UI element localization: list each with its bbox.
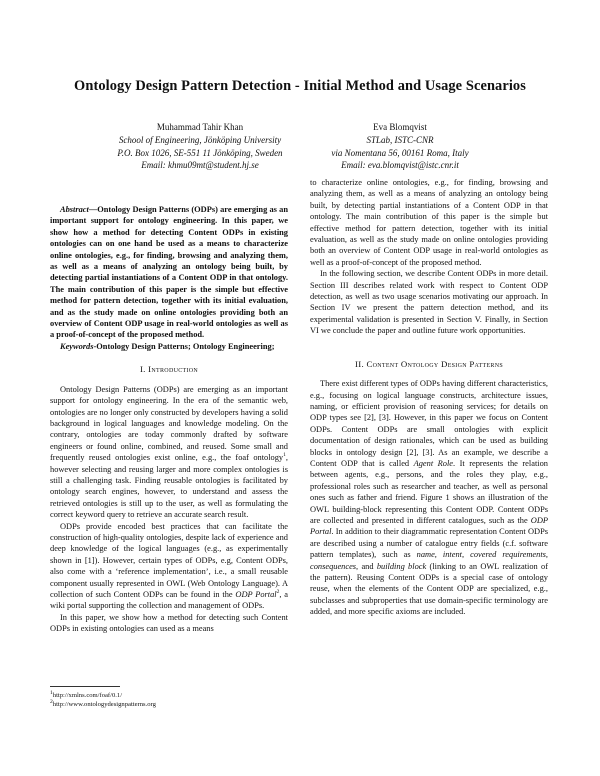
sec2-emphasis-consequences: consequences [310,561,357,571]
sec2-text-g: , and [356,561,377,571]
author-block-2 [300,121,500,172]
footnote-text: http://xmlns.com/foaf/0.1/ [52,692,123,699]
keywords-text: -Ontology Design Patterns; Ontology Engineering; [93,341,275,351]
abstract-lead: Abstract [60,205,89,214]
sec2-text-a: There exist different types of ODPs having different characteristics, e.g., focusing on logical language constructs, architecture issues, naming, or efficient provision of reasoning services; for details on ODP types see [2], [3]. However, in this paper we focus on Content ODPs. Content ODPs are small ontologies with explicit documentation of design rationales, which can be used as building blocks in ontology design [2], [3]. As an example, we describe a Content ODP that is called [310,379,548,468]
sec2-emphasis-agent-role: Agent Role [413,458,453,468]
author-address: P.O. Box 1026, SE-551 11 Jönköping, Sweden [117,147,283,158]
intro-paragraph-1 [50,384,288,521]
abstract-text: —Ontology Design Patterns (ODPs) are emerging as an important support for ontology engineering. In this paper, we show how a method for detecting Content ODPs in existing ontologies can on one hand be used as a means to characterize online ontologies, e.g., for finding, browsing and analyzing them, as well as a means of analyzing an ontology being built, by detecting partial instantiations of a Content ODP in that ontology. The main contribution of this paper is the simple but effective method for pattern detection, together with its initial evaluation, and as the study made on online ontologies providing both an overview of Content ODP usage in real-world ontologies as well as a proof-of-concept of the proposed method. [50,205,288,340]
footnote-ref-1: 1 [283,452,286,459]
sec2-emphasis-odp-portal: ODP Portal [310,515,548,537]
intro-paragraph-3: In this paper, we show how a method for detecting such Content ODPs in existing ontologies can used as a means [50,612,288,634]
author-block-1 [95,121,305,172]
sec2-text-c: . In addition to their diagrammatic representation Content ODPs are described using a number of catalogue entry fields (c.f. software pattern templates), such as [310,527,548,560]
abstract [50,204,288,341]
section-heading-content-odps: II. Content Ontology Design Patterns [354,358,503,369]
author-affiliation: School of Engineering, Jönköping University [118,134,282,145]
footnote-mark: 2 [50,698,53,705]
intro-p1-text: Ontology Design Patterns (ODPs) are emerging as an important support for ontology engineering. In the era of the semantic web, ontologies are no longer only constructed by developers having a solid background in logical languages and knowledge modeling. On the contrary, ontologies are today commonly drafted by software engineers or found online, combined, and reused. Some small and frequently reused ontologies exist online, e.g., the foaf ontology [50,384,288,463]
intro-p1-rest: , however selecting and reusing larger and more complex ontologies is still a challenging task. Finding reusable ontologies is facilitated by ontology search engines, however, to understand and assess the retrieved ontologies is still up to the user, as well as formulating the correct keyword query to retrieve an accurate search result. [50,453,288,520]
footnote-1 [50,691,288,700]
keywords [50,341,288,352]
sec2-emphasis-intent: intent [442,550,462,560]
sec2-emphasis-covered-requirements: covered requirements [470,550,546,560]
intro-p2-emphasis: ODP Portal [235,590,277,599]
right-column [310,177,548,618]
paper-title: Ontology Design Pattern Detection - Initial Method and Usage Scenarios [74,78,526,94]
footnote-2 [50,700,288,709]
footnote-text: http://www.ontologydesignpatterns.org [52,701,156,708]
intro-paragraph-2 [50,521,288,612]
sec2-text-f: , [545,550,549,560]
intro-p2-rest: , a wiki portal supporting the collection and management of ODPs. [50,590,289,611]
sec2-emphasis-name: name [416,550,435,560]
sec2-text-d: , [434,550,443,560]
intro-p2-text: ODPs provide encoded best practices that can facilitate the construction of high-quality ontologies, despite lack of experience and deep knowledge of the logical languages (e.g., as experimentally shown in [1]). However, certain types of ODPs, e.g, Content ODPs, also come with a ‘reference implementation’, i.e., a small reusable component usually represented in OWL (Web Ontology Language). A collection of such Content ODPs can be found in the [50,521,288,599]
author-email: Email: khmu09mt@student.hj.se [141,160,259,171]
footnote-mark: 1 [50,689,53,696]
keywords-lead: Keywords [60,341,94,351]
left-column [50,204,288,635]
intro-paragraph-3-continued: to characterize online ontologies, e.g., for finding, browsing and analyzing them, as well as a means of analyzing an ontology being built, by detecting partial instantiations of a Content ODP in that ontology. The main contribution of this paper is the simple but effective method for pattern detection, together with its initial evaluation, as well as the study made on online ontologies providing both an overview of Content ODP usage in real-world ontologies as well as a proof-of-concept of the proposed method. [310,178,548,267]
author-name: Eva Blomqvist [373,122,427,132]
section2-paragraph-1 [310,378,548,618]
section-heading-introduction: I. Introduction [139,364,199,375]
author-affiliation: STLab, ISTC-CNR [366,134,434,145]
sec2-text-e: , [462,550,471,560]
author-email: Email: eva.blomqvist@istc.cnr.it [341,160,459,171]
footnote-rule [50,686,120,687]
sec2-emphasis-building-block: building block [376,561,427,571]
sec2-text-b: . It represents the relation between agents, e.g., persons, and the roles they play, e.g., professional roles such as researcher and teacher, as well as personal ones such as father and friend. Figure 1 shows an illustration of the OWL building-block representing this Content ODP. Content ODPs are collected and presented in different catalogues, such as the [310,458,548,525]
footnote-ref-2: 2 [276,589,280,596]
author-name: Muhammad Tahir Khan [156,122,244,132]
intro-paragraph-4: In the following section, we describe Content ODPs in more detail. Section III describes related work with respect to Content ODP detection, as well as two usage scenarios motivating our approach. In Section IV we present the pattern detection method, and its experimental validation is presented in Section V. Finally, in Section VI we conclude the paper and outline future work opportunities. [310,269,548,336]
footnotes [50,686,288,709]
sec2-text-h: (linking to an OWL realization of the pattern). Reusing Content ODPs is a special case of ontology reuse, when the elements of the Content ODP are specialized, e.g., subclasses and subproperties that use domain-specific terminology are added, and more specific axioms are included. [310,561,549,617]
author-address: via Nomentana 56, 00161 Roma, Italy [331,147,469,158]
